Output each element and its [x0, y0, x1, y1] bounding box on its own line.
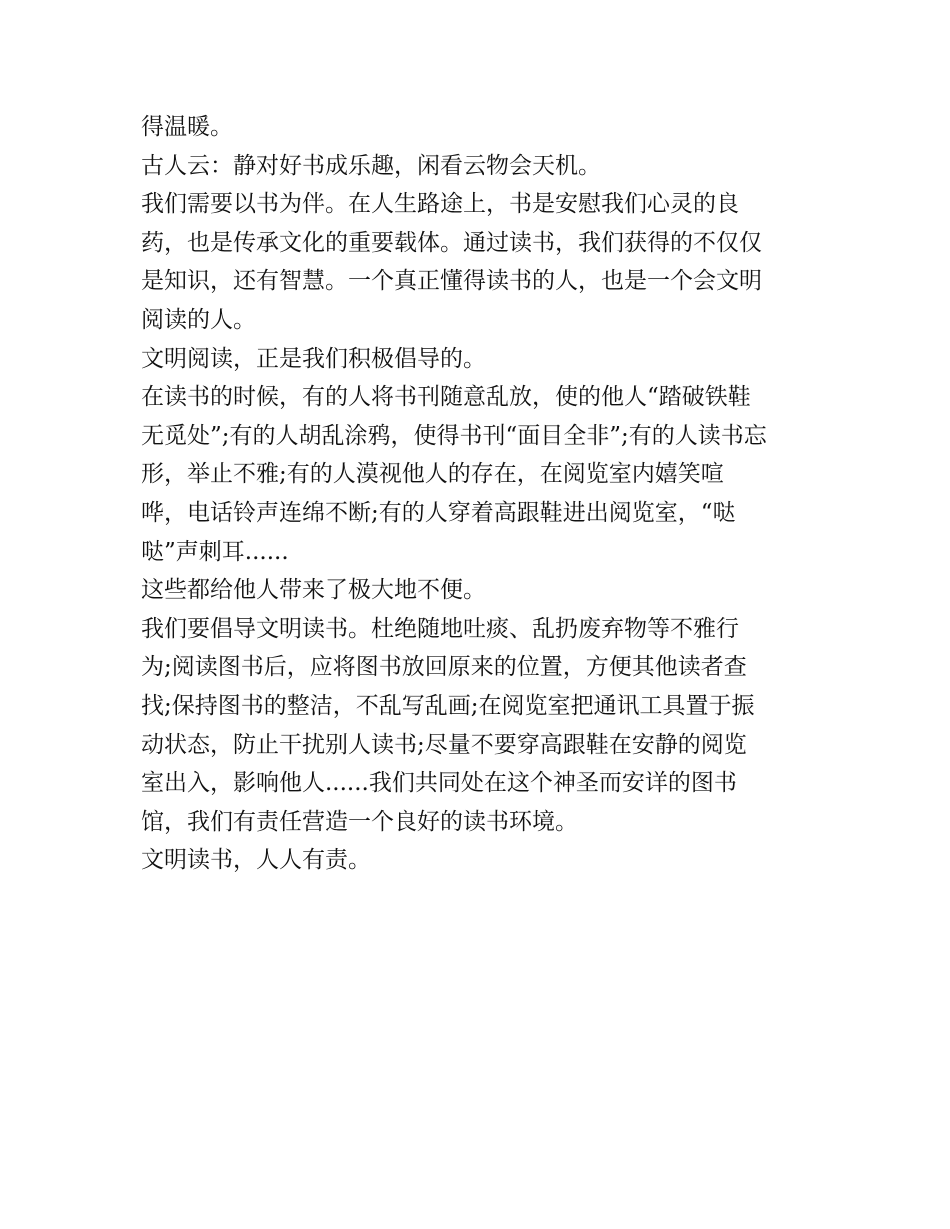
- text-line: 哒”声刺耳......: [141, 538, 289, 565]
- paragraph-4: [141, 340, 821, 379]
- text-line: 药，也是传承文化的重要载体。通过读书，我们获得的不仅仅: [141, 229, 762, 256]
- paragraph-8: [141, 841, 821, 880]
- paragraph-2: [141, 147, 821, 186]
- text-line: 馆，我们有责任营造一个良好的读书环境。: [141, 808, 578, 835]
- text-line: 室出入，影响他人......我们共同处在这个神圣而安详的图书: [141, 770, 737, 797]
- text-line: 是知识，还有智慧。一个真正懂得读书的人，也是一个会文明: [141, 268, 762, 295]
- text-line: 哗，电话铃声连绵不断;有的人穿着高跟鞋进出阅览室，“哒: [141, 499, 736, 526]
- text-line: 文明读书，人人有责。: [141, 847, 371, 874]
- text-line: 我们需要以书为伴。在人生路途上，书是安慰我们心灵的良: [141, 191, 739, 218]
- text-line: 形，举止不雅;有的人漠视他人的存在，在阅览室内嬉笑喧: [141, 461, 724, 488]
- text-line: 找;保持图书的整洁，不乱写乱画;在阅览室把通讯工具置于振: [141, 692, 755, 719]
- text-line: 无觅处”;有的人胡乱涂鸦，使得书刊“面目全非”;有的人读书忘: [141, 422, 767, 449]
- text-line: 为;阅读图书后，应将图书放回原来的位置，方便其他读者查: [141, 654, 747, 681]
- text-line: 动状态，防止干扰别人读书;尽量不要穿高跟鞋在安静的阅览: [141, 731, 747, 758]
- text-line: 古人云：静对好书成乐趣，闲看云物会天机。: [141, 152, 601, 179]
- text-line: 阅读的人。: [141, 306, 256, 333]
- text-line: 文明阅读，正是我们积极倡导的。: [141, 345, 486, 372]
- text-line: 我们要倡导文明读书。杜绝随地吐痰、乱扔废弃物等不雅行: [141, 615, 739, 642]
- text-line: 在读书的时候，有的人将书刊随意乱放，使的他人“踏破铁鞋: [141, 384, 751, 411]
- body-text: [141, 108, 821, 880]
- text-line: 得温暖。: [141, 114, 233, 140]
- paragraph-3: [141, 185, 821, 339]
- paragraph-7: [141, 610, 821, 842]
- paragraph-6: [141, 571, 821, 610]
- paragraph-5: [141, 378, 821, 571]
- text-line: 这些都给他人带来了极大地不便。: [141, 577, 486, 604]
- paragraph-1: [141, 108, 821, 147]
